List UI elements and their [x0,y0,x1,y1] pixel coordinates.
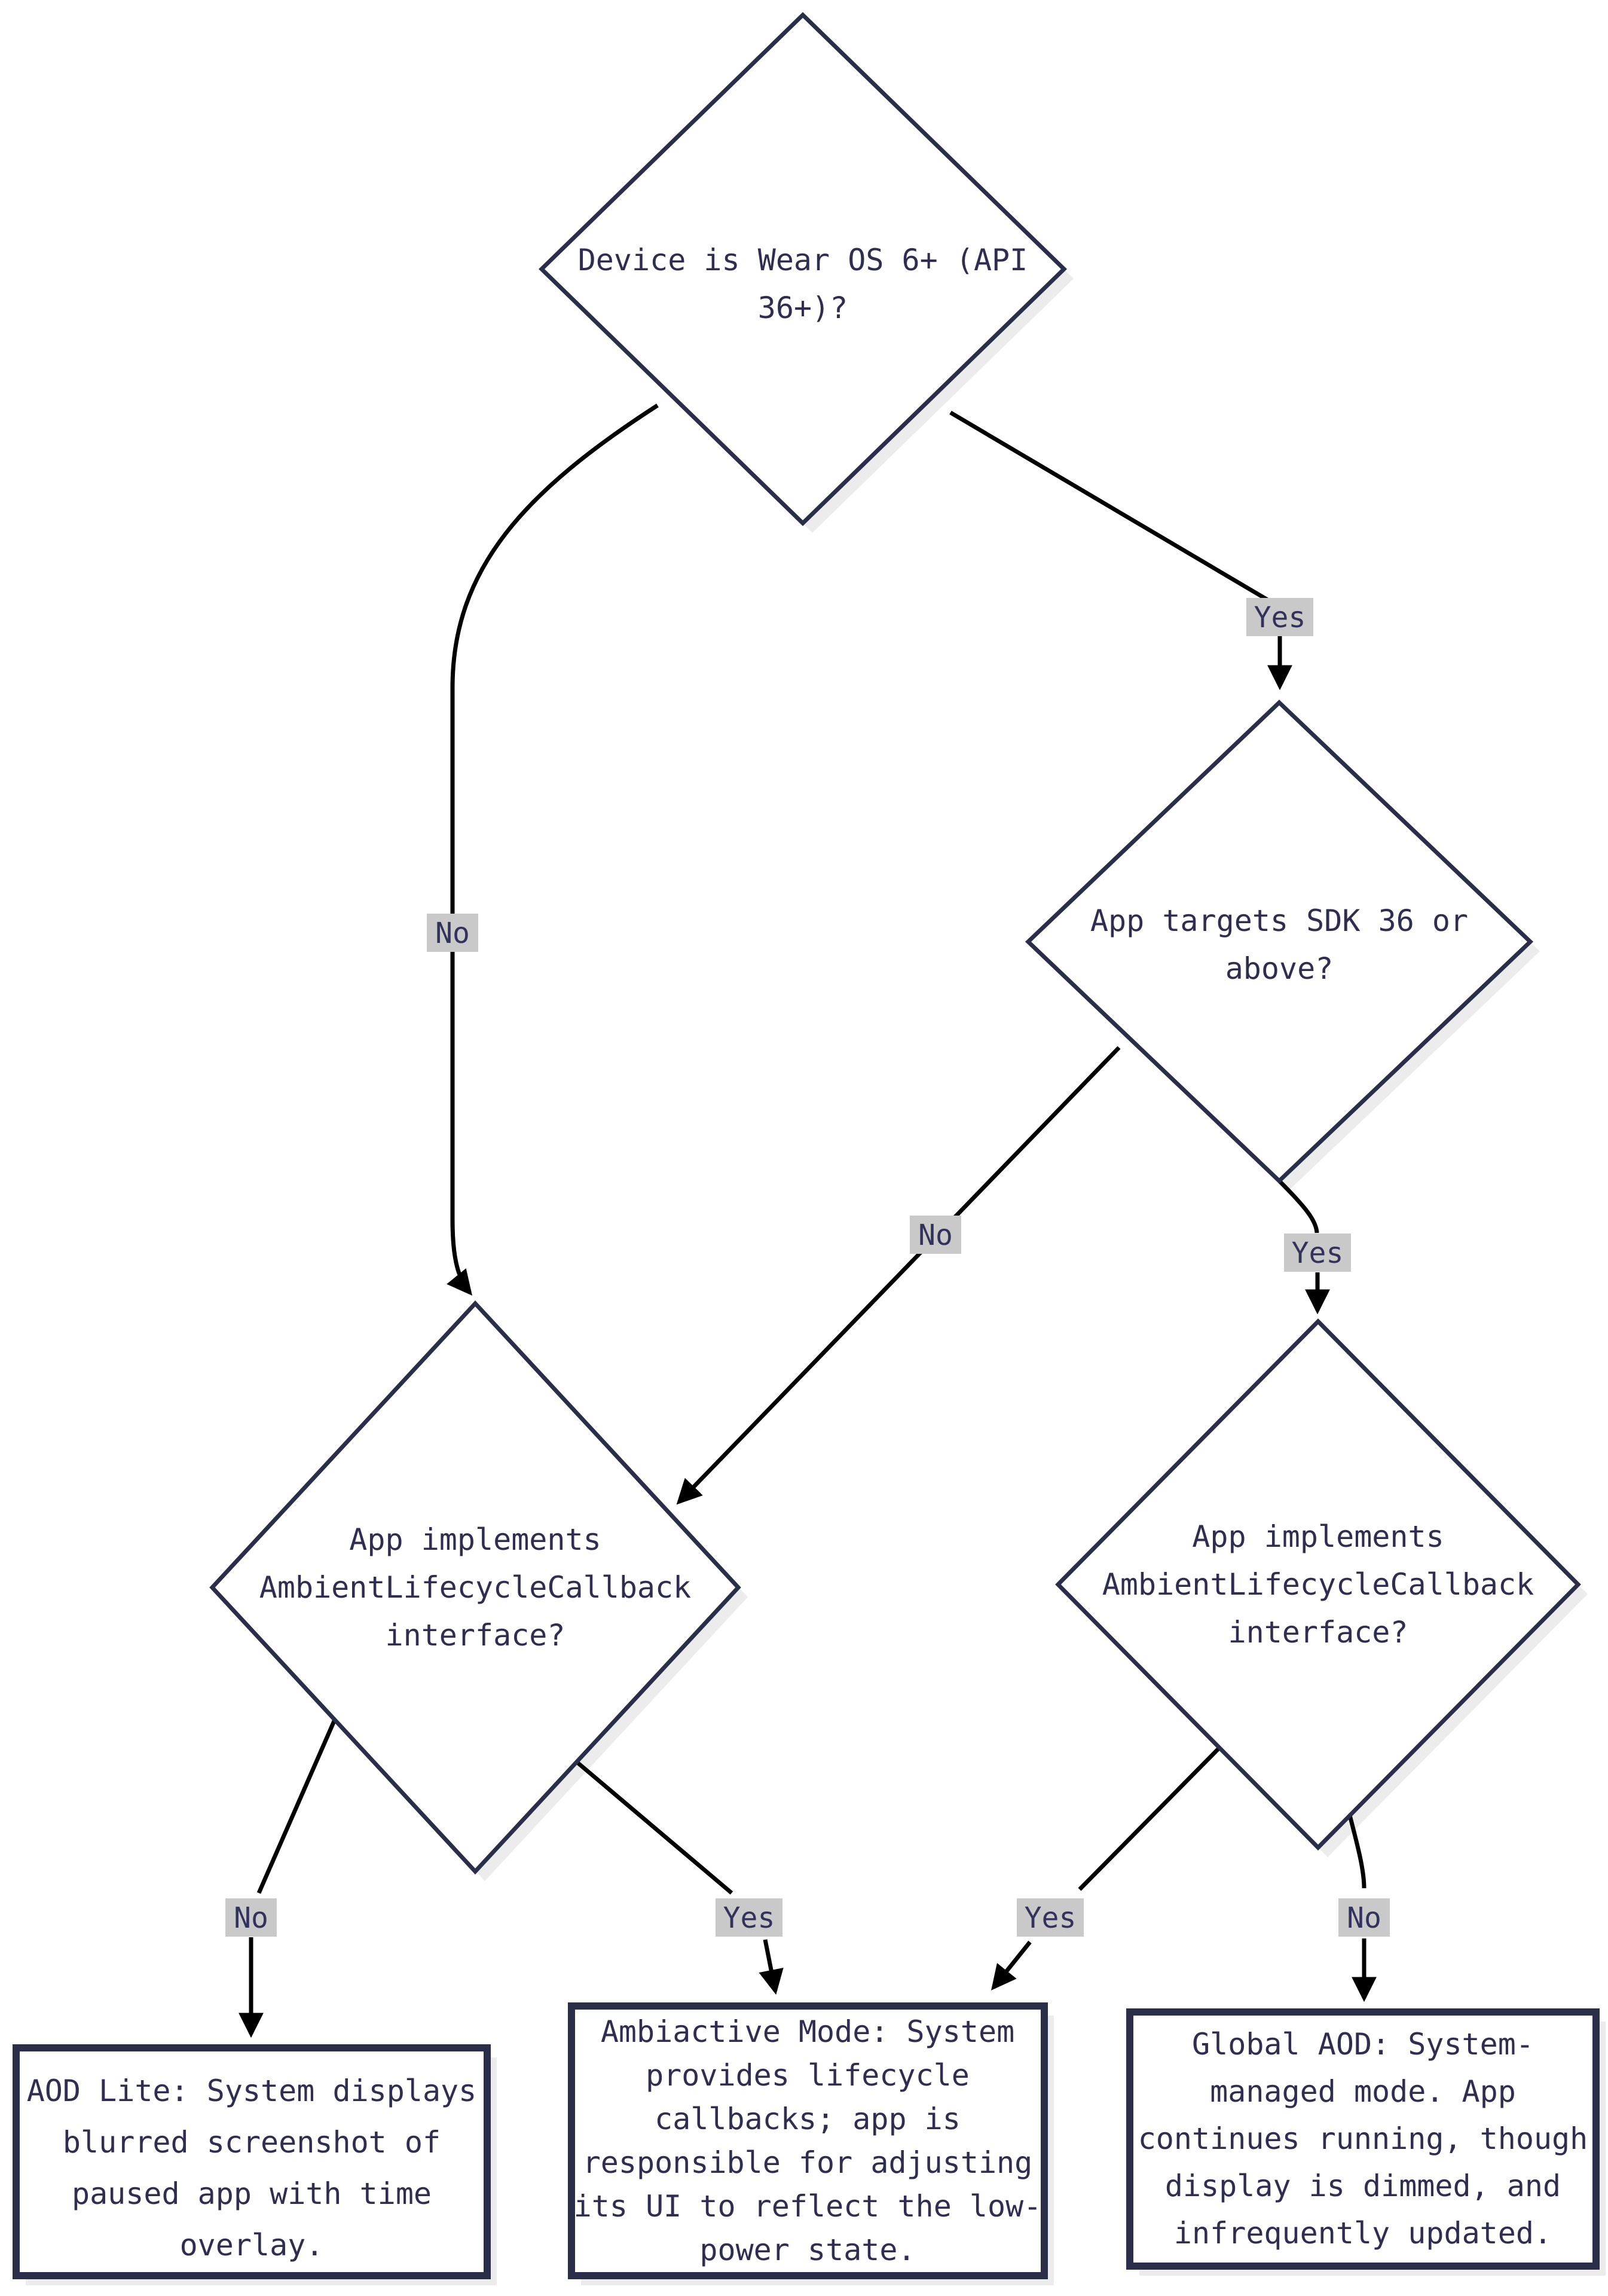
result-global-aod-line1: Global AOD: System- [1192,2027,1534,2062]
decision-app-targets-sdk36-label-line1: App targets SDK 36 or [1090,903,1469,938]
edge-callback-left-to-aodlite [259,1720,335,1893]
result-ambiactive-line5: its UI to reflect the low- [573,2189,1042,2224]
edge-sdk-to-callback-right [1279,1181,1317,1233]
result-global-aod-line2: managed mode. App [1210,2074,1516,2109]
result-aod-lite-line1: AOD Lite: System displays [26,2074,477,2108]
result-aod-lite-line4: overlay. [179,2228,324,2263]
result-global-aod-line3: continues running, though [1138,2121,1588,2156]
result-ambiactive-line1: Ambiactive Mode: System [600,2014,1015,2049]
edge-label-no-device-callbackleft: No [435,917,470,950]
result-global-aod-line5: infrequently updated. [1173,2216,1552,2251]
edge-callback-left-to-ambiactive [577,1762,732,1893]
decision-callback-left-label-line2: AmbientLifecycleCallback [259,1570,692,1605]
decision-callback-right-label-line3: interface? [1228,1615,1408,1650]
edge-callback-left-to-ambiactive-arrow [765,1940,775,1991]
result-global-aod-line4: display is dimmed, and [1164,2169,1561,2203]
decision-callback-left-label-line3: interface? [385,1618,565,1653]
decision-callback-right-label-line2: AmbientLifecycleCallback [1102,1567,1534,1602]
decision-device-wearos6-label-line2: 36+)? [757,291,848,325]
decision-callback-right-label-line1: App implements [1192,1519,1444,1554]
edge-label-yes-callbackleft-ambiactive: Yes [723,1901,775,1935]
result-ambiactive-line6: power state. [699,2233,916,2267]
edge-device-to-sdk [950,413,1268,600]
result-aod-lite-line3: paused app with time [71,2176,432,2211]
result-ambiactive-line3: callbacks; app is [655,2102,961,2136]
decision-device-wearos6-label-line1: Device is Wear OS 6+ (API [577,243,1028,277]
edge-label-yes-device-sdk: Yes [1254,601,1306,634]
result-ambiactive-line4: responsible for adjusting [582,2145,1033,2180]
edge-label-yes-sdk-callbackright: Yes [1291,1236,1344,1270]
edge-callback-right-to-ambiactive-arrow [993,1942,1030,1987]
edge-callback-right-to-ambiactive [1080,1748,1219,1889]
edge-label-yes-callbackright-ambiactive: Yes [1024,1901,1077,1935]
result-aod-lite-line2: blurred screenshot of [62,2125,441,2160]
decision-app-targets-sdk36-label-line2: above? [1225,951,1334,986]
edge-sdk-to-callback-left [679,1048,1119,1502]
edge-label-no-sdk-callbackleft: No [918,1219,953,1252]
decision-callback-left-label-line1: App implements [349,1522,601,1557]
edge-label-no-callbackleft-aodlite: No [234,1901,268,1935]
result-ambiactive-line2: provides lifecycle [646,2058,970,2093]
decision-app-targets-sdk36-diamond [1028,703,1530,1181]
edge-device-to-callback-left [453,405,658,1293]
edge-label-no-callbackright-globalaod: No [1347,1901,1381,1935]
